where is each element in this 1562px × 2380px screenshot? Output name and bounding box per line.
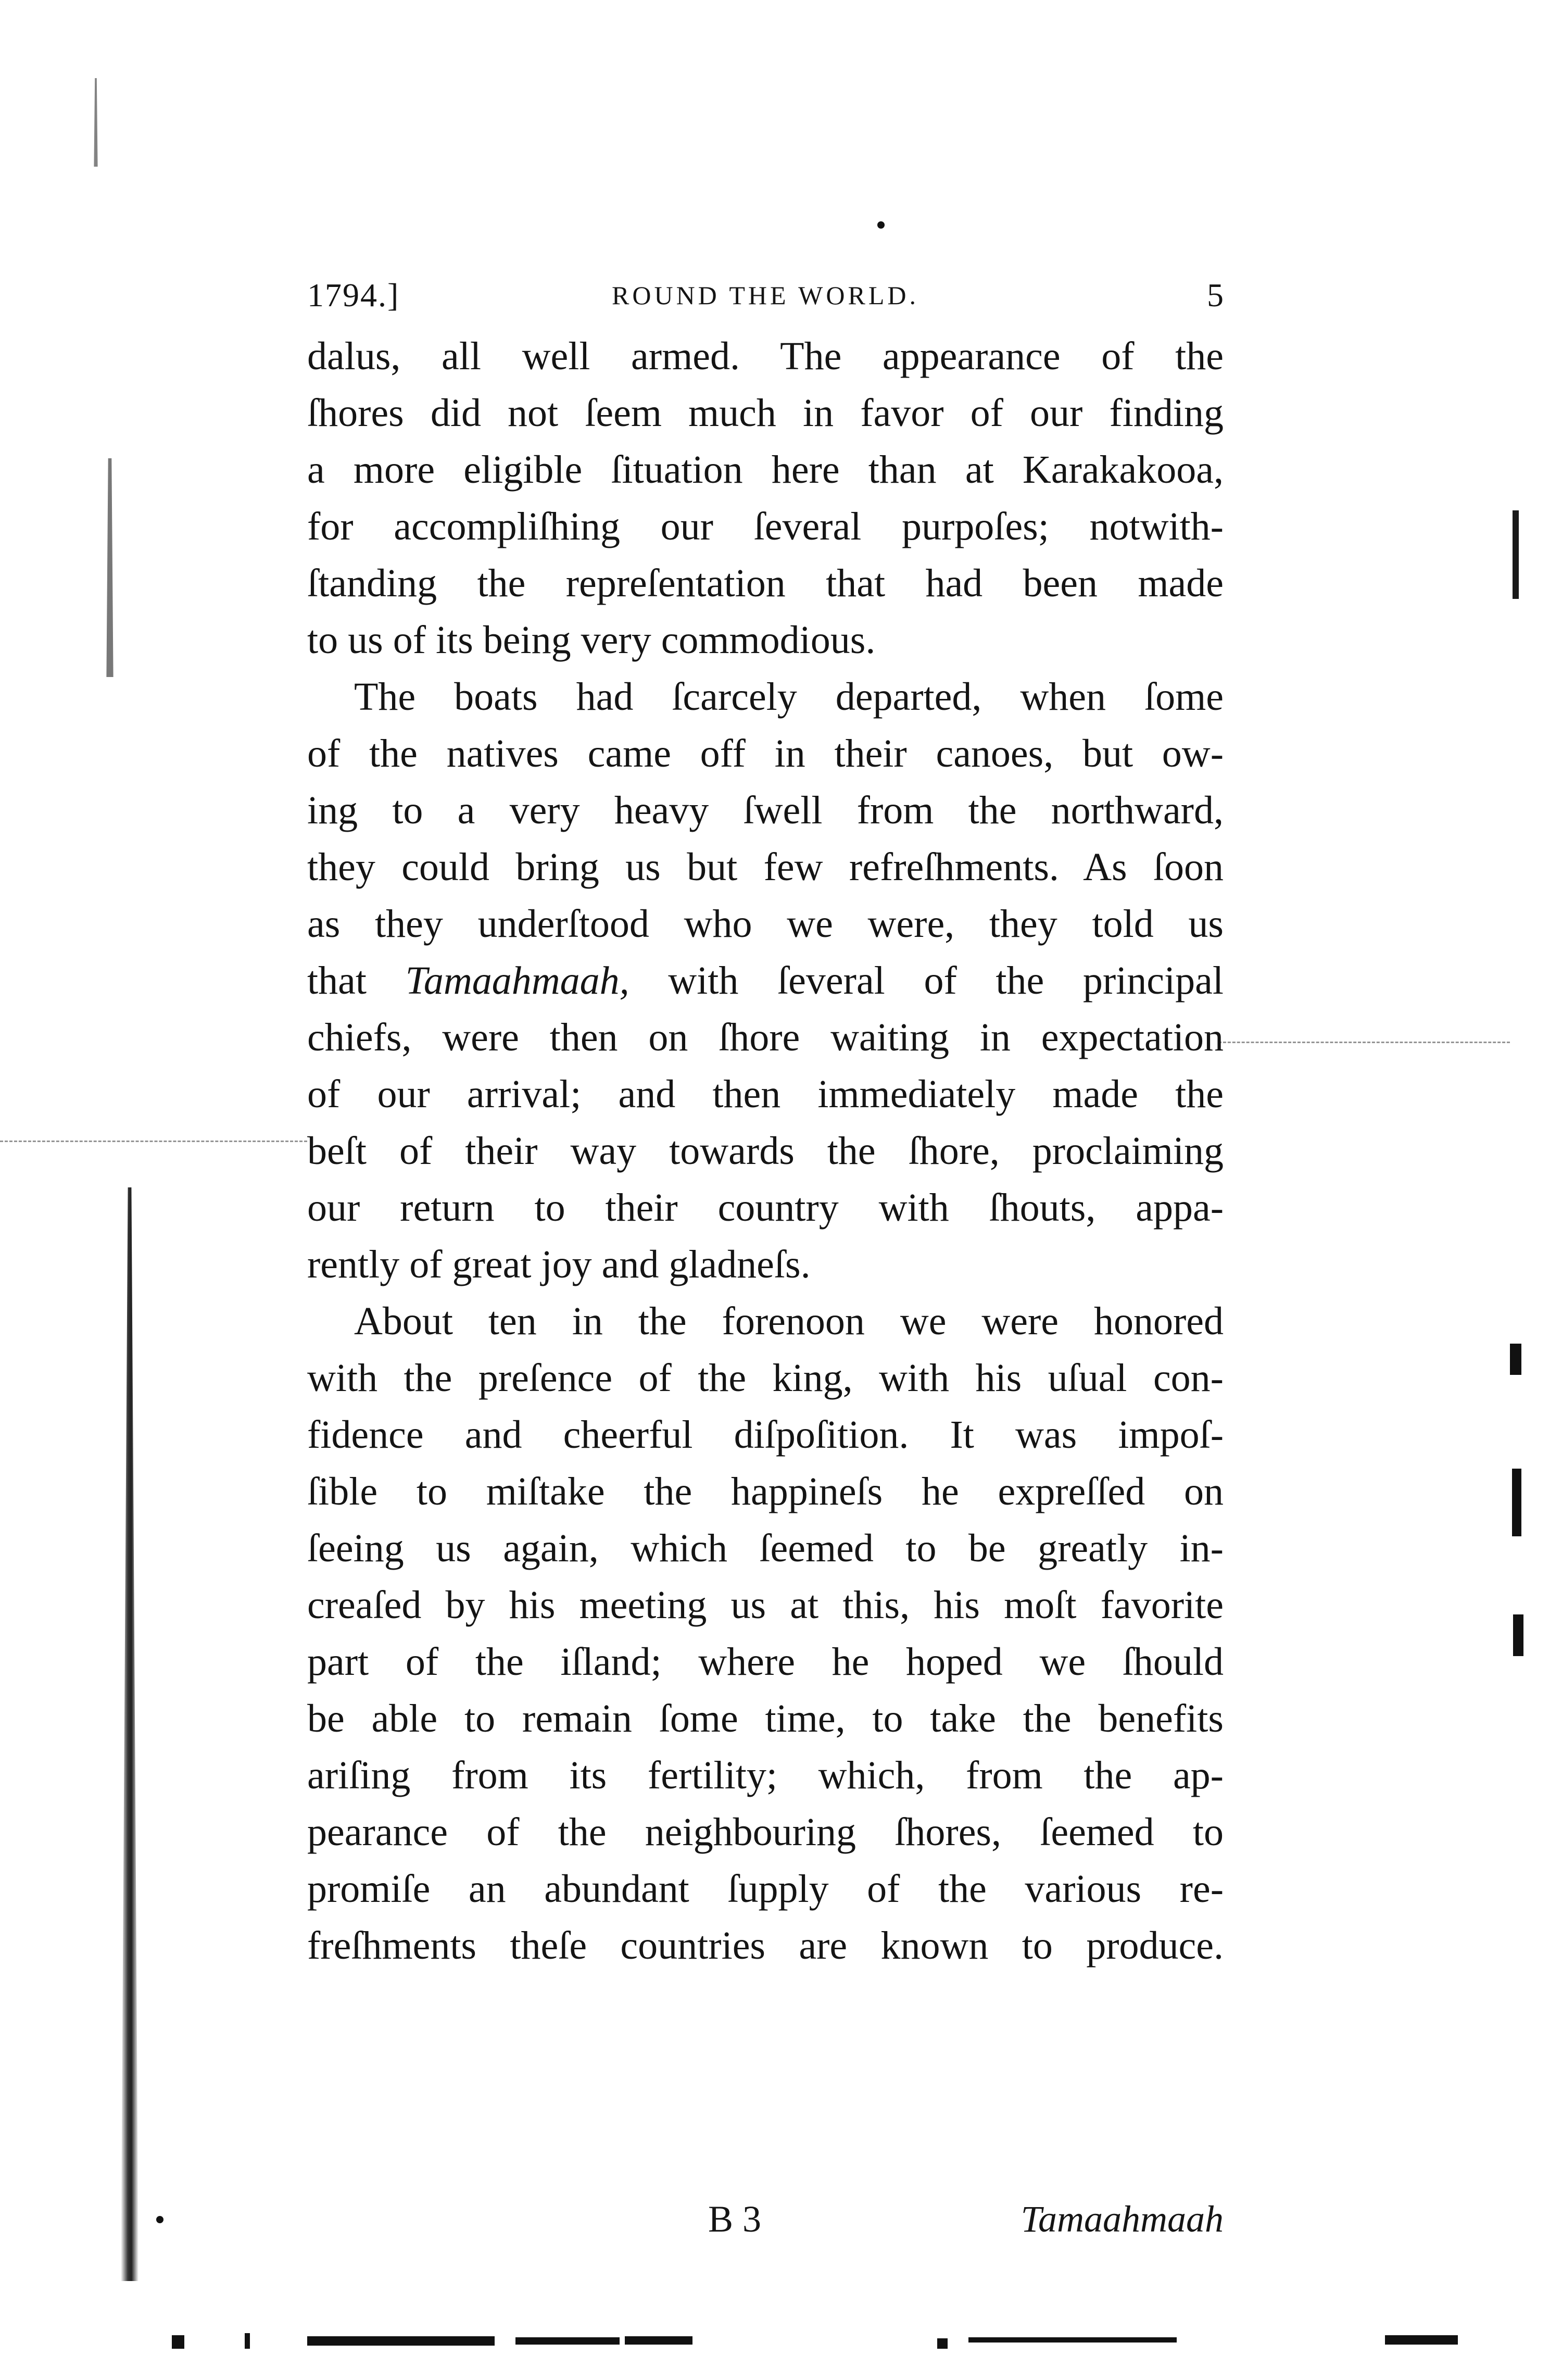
text-line: pearance of the neighbouring ſhores, ſeemed to (307, 1810, 1224, 1854)
text-line: creaſed by his meeting us at this, his moſt favorite (307, 1583, 1224, 1627)
text-line: to us of its being very commodious. (307, 618, 876, 662)
text-line: our return to their country with ſhouts, appa- (307, 1186, 1224, 1230)
text-line: promiſe an abundant ſupply of the various re- (307, 1867, 1224, 1911)
text-line: ſeeing us again, which ſeemed to be greatly in- (307, 1526, 1224, 1570)
text-line: be able to remain ſome time, to take the benefits (307, 1697, 1224, 1740)
catchword: Tamaahmaah (1021, 2198, 1224, 2240)
text-line: chiefs, were then on ſhore waiting in expectation (307, 1016, 1224, 1059)
text-line: ariſing from its fertility; which, from the ap- (307, 1753, 1224, 1797)
text-line-with-italic-name: that Tamaahmaah, with ſeveral of the principal (307, 959, 1224, 1003)
text-line: of the natives came off in their canoes, but ow- (307, 732, 1224, 775)
running-head-title: ROUND THE WORLD. (612, 281, 919, 310)
page-footer (307, 2198, 1224, 2250)
text-line: fidence and cheerful diſpoſition. It was impoſ- (307, 1413, 1224, 1457)
text-line: ſible to miſtake the happineſs he expreſſed on (307, 1470, 1224, 1513)
text-line: of our arrival; and then immediately made the (307, 1072, 1224, 1116)
text-line: freſhments theſe countries are known to produce. (307, 1924, 1224, 1968)
scan-fold-line-right (1218, 1042, 1510, 1043)
scan-shadow-spine (121, 1187, 138, 2281)
scan-marks-right-edge (1500, 1344, 1536, 1656)
scan-fold-line-left (0, 1141, 307, 1142)
body-text (307, 328, 1224, 1974)
text-line: ſtanding the repreſentation that had been made (307, 561, 1224, 605)
text-line: The boats had ſcarcely departed, when ſome (354, 675, 1224, 719)
scan-shadow-top (91, 78, 100, 167)
scan-shadow-middle (104, 458, 116, 677)
text-line: for accompliſhing our ſeveral purpoſes; notwith- (307, 505, 1224, 548)
running-head (307, 276, 1224, 323)
scan-speck (156, 2216, 163, 2223)
scan-speck (877, 221, 885, 229)
text-line: a more eligible ſituation here than at Karakakooa, (307, 448, 1224, 492)
signature-mark: B 3 (708, 2198, 762, 2240)
page-number: 5 (1207, 277, 1224, 314)
text-line: About ten in the forenoon we were honored (354, 1299, 1224, 1343)
text-line: beſt of their way towards the ſhore, proclaiming (307, 1129, 1224, 1173)
text-line: they could bring us but few refreſhments. As ſoon (307, 845, 1224, 889)
scan-mark-right (1513, 510, 1519, 599)
text-line: part of the iſland; where he hoped we ſhould (307, 1640, 1224, 1684)
running-head-year: 1794.] (307, 277, 400, 314)
text-line: as they underſtood who we were, they told us (307, 902, 1224, 946)
italic-proper-name: Tamaahmaah, (405, 959, 629, 1003)
text-line: ing to a very heavy ſwell from the northward, (307, 788, 1224, 832)
text-line: dalus, all well armed. The appearance of the (307, 334, 1224, 378)
text-line: rently of great joy and gladneſs. (307, 1243, 811, 1286)
scan-marks-bottom-edge (156, 2328, 1510, 2349)
text-line: ſhores did not ſeem much in favor of our finding (307, 391, 1224, 435)
text-line: with the preſence of the king, with his uſual con- (307, 1356, 1224, 1400)
